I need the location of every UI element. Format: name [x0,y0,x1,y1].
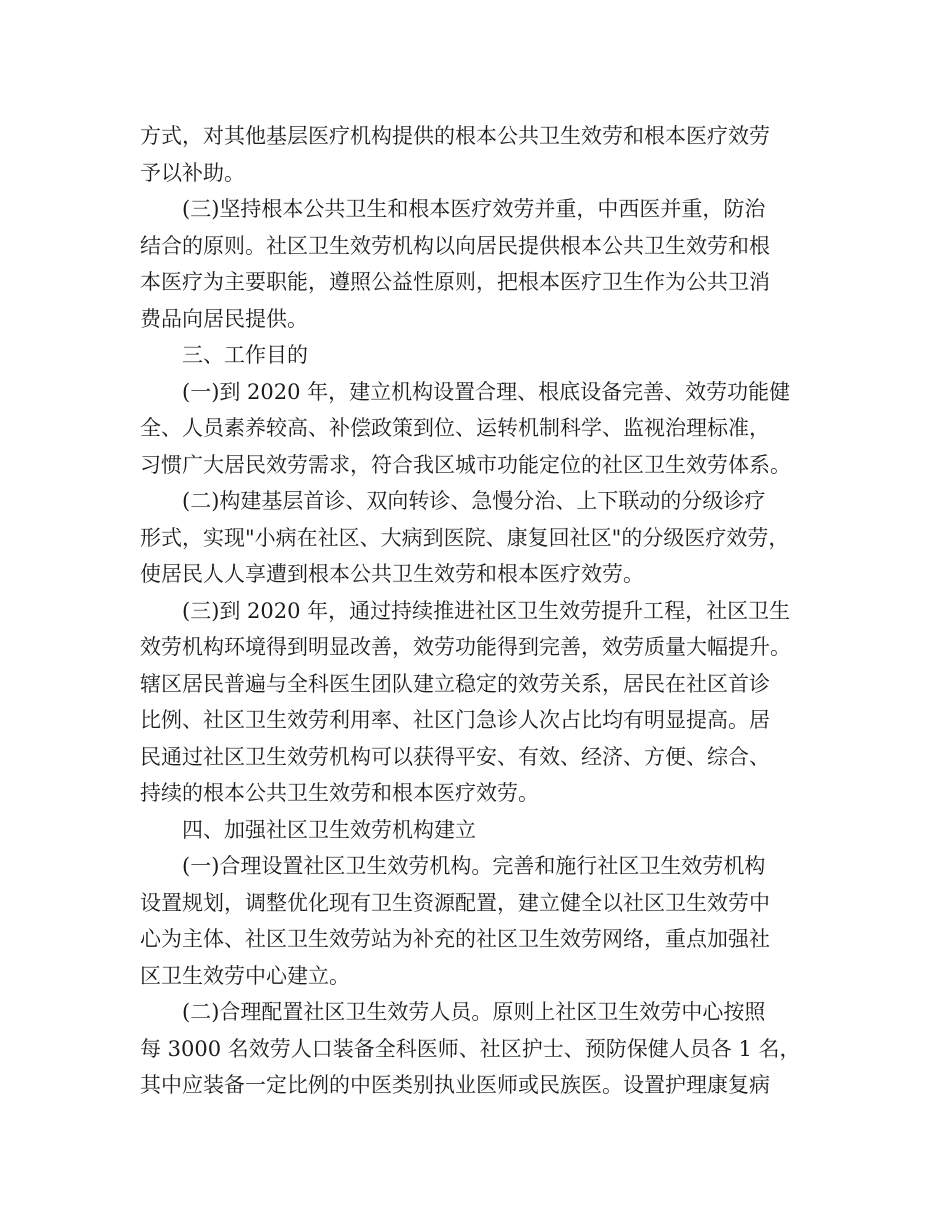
text-line: 形式，实现"小病在社区、大病到医院、康复回社区"的分级医疗效劳， [140,525,790,550]
text-line: 四、加强社区卫生效劳机构建立 [182,817,476,842]
text-line: 习惯广大居民效劳需求，符合我区城市功能定位的社区卫生效劳体系。 [140,452,791,477]
text-line: (二)合理配置社区卫生效劳人员。原则上社区卫生效劳中心按照 [182,1000,766,1024]
text-line: 持续的根本公共卫生效劳和根本医疗效劳。 [140,781,539,805]
text-line: 区卫生效劳中心建立。 [140,963,350,988]
text-line: 方式，对其他基层医疗机构提供的根本公共卫生效劳和根本医疗效劳 [140,124,770,148]
text-line: 每 3000 名效劳人口装备全科医师、社区护士、预防保健人员各 1 名， [140,1036,801,1061]
text-line: 辖区居民普遍与全科医生团队建立稳定的效劳关系，居民在社区首诊 [140,671,770,696]
text-line: 心为主体、社区卫生效劳站为补充的社区卫生效劳网络，重点加强社 [140,927,770,951]
text-line: (三)到 2020 年，通过持续推进社区卫生效劳提升工程，社区卫生 [182,598,791,623]
text-line: 民通过社区卫生效劳机构可以获得平安、有效、经济、方便、综合、 [140,744,770,769]
text-line: (一)合理设置社区卫生效劳机构。完善和施行社区卫生效劳机构 [182,854,766,878]
text-line: 予以补助。 [140,160,245,185]
text-line: 效劳机构环境得到明显改善，效劳功能得到完善，效劳质量大幅提升。 [140,635,791,659]
text-line: (三)坚持根本公共卫生和根本医疗效劳并重，中西医并重，防治 [182,197,766,221]
text-line: 费品向居民提供。 [140,306,308,331]
text-line: 使居民人人享遭到根本公共卫生效劳和根本医疗效劳。 [140,562,644,586]
text-line: (一)到 2020 年，建立机构设置合理、根底设备完善、效劳功能健 [182,379,791,404]
text-line: 其中应装备一定比例的中医类别执业医师或民族医。设置护理康复病 [140,1073,770,1097]
text-line: 三、工作目的 [182,343,308,367]
text-line: 比例、社区卫生效劳利用率、社区门急诊人次占比均有明显提高。居 [140,708,770,732]
text-line: (二)构建基层首诊、双向转诊、急慢分治、上下联动的分级诊疗 [182,489,766,513]
text-line: 设置规划，调整优化现有卫生资源配置，建立健全以社区卫生效劳中 [140,890,770,915]
text-line: 全、人员素养较高、补偿政策到位、运转机制科学、监视治理标准， [140,416,770,440]
document-body [140,118,820,1104]
text-line: 本医疗为主要职能，遵照公益性原则，把根本医疗卫生作为公共卫消 [140,270,770,294]
text-line: 结合的原则。社区卫生效劳机构以向居民提供根本公共卫生效劳和根 [140,233,770,258]
